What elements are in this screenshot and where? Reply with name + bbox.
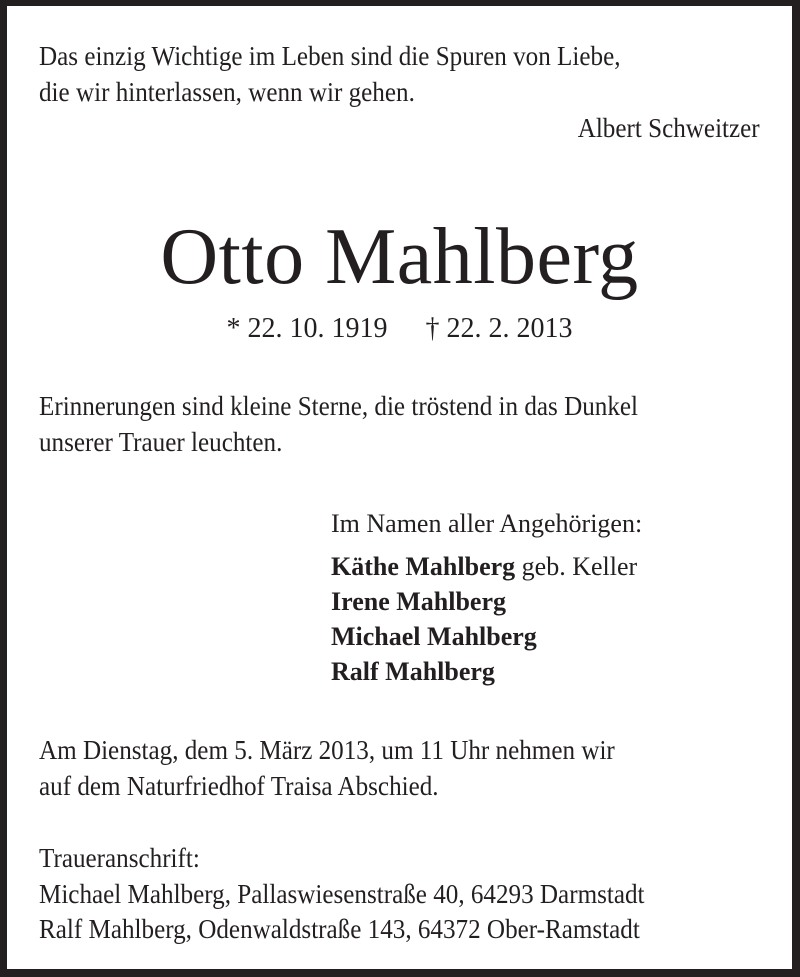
address-label: Traueranschrift: <box>39 843 200 873</box>
mourner-name: Ralf Mahlberg <box>331 657 495 686</box>
ceremony-line-1: Am Dienstag, dem 5. März 2013, um 11 Uhr nehmen wir <box>39 735 615 765</box>
birth-date: * 22. 10. 1919 <box>226 313 388 344</box>
quote-line-1: Das einzig Wichtige im Leben sind die Spuren von Liebe, <box>39 41 621 71</box>
mourners-intro: Im Namen aller Angehörigen: <box>331 509 643 538</box>
ceremony-line-2: auf dem Naturfriedhof Traisa Abschied. <box>39 771 439 801</box>
mourner-name: Michael Mahlberg <box>331 622 537 651</box>
memory-line-2: unserer Trauer leuchten. <box>39 427 283 457</box>
address-line-1: Michael Mahlberg, Pallaswiesenstraße 40, 64293 Darmstadt <box>39 879 645 909</box>
quote-line-2: die wir hinterlassen, wenn wir gehen. <box>39 77 415 107</box>
mourner-name: Irene Mahlberg <box>331 587 506 616</box>
mourner-1 <box>331 551 637 583</box>
deceased-name: Otto Mahlberg <box>160 213 639 301</box>
mourner-suffix: geb. Keller <box>515 552 638 581</box>
quote-author: Albert Schweitzer <box>578 113 760 143</box>
mourner-2 <box>331 586 506 618</box>
mourner-name: Käthe Mahlberg <box>331 552 516 581</box>
address-line-2: Ralf Mahlberg, Odenwaldstraße 143, 64372 Ober-Ramstadt <box>39 914 640 944</box>
death-date: † 22. 2. 2013 <box>425 313 573 344</box>
mourner-3 <box>331 621 537 653</box>
life-dates <box>7 312 792 346</box>
memory-line-1: Erinnerungen sind kleine Sterne, die tröstend in das Dunkel <box>39 391 639 421</box>
mourner-4 <box>331 656 495 688</box>
